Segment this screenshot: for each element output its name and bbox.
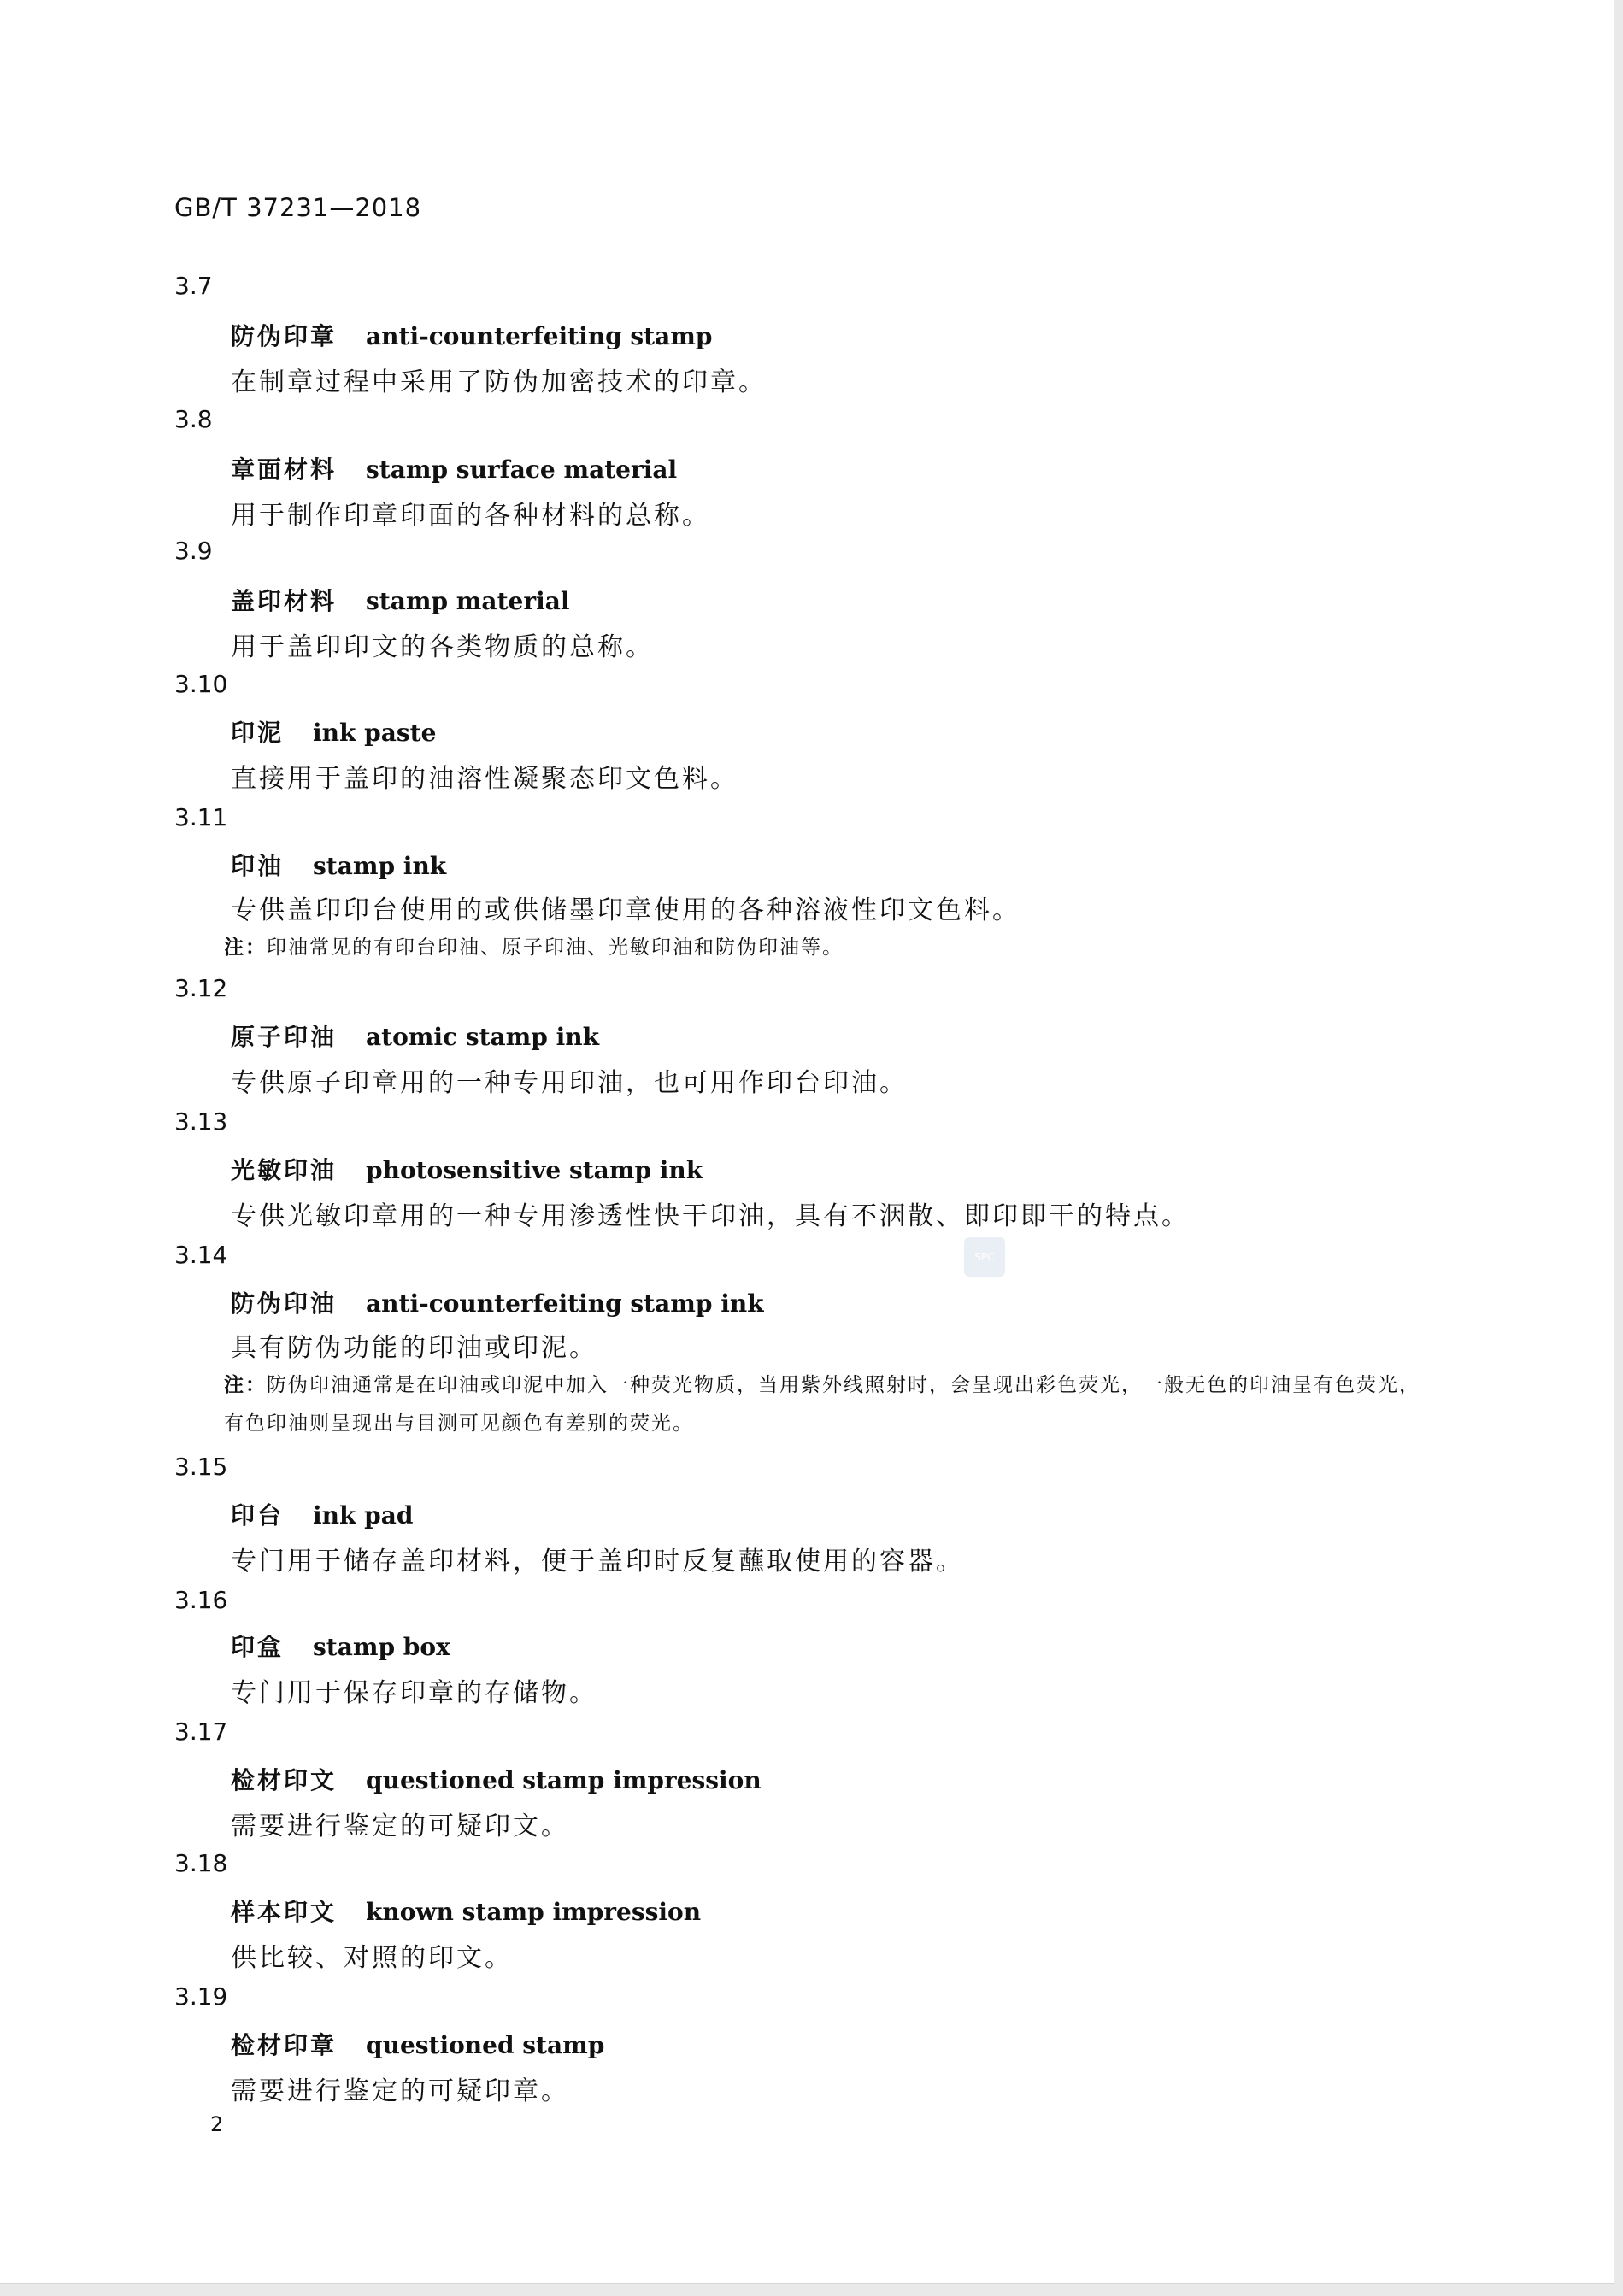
- note-label: 注：: [224, 1373, 267, 1396]
- term-heading: [231, 2027, 604, 2061]
- standard-number-header: GB/T 37231—2018: [174, 193, 422, 222]
- term-english: ink paste: [313, 719, 437, 747]
- term-definition: 用于盖印印文的各类物质的总称。: [231, 632, 654, 662]
- term-heading: [231, 451, 677, 485]
- term-heading: [231, 583, 570, 617]
- term-definition: 供比较、对照的印文。: [231, 1943, 513, 1973]
- entry-number: 3.7: [174, 272, 213, 300]
- entry-number: 3.18: [174, 1849, 228, 1877]
- term-heading: [231, 714, 436, 749]
- term-chinese: 印台: [231, 1501, 285, 1530]
- term-heading: [231, 1629, 450, 1663]
- entry-number: 3.19: [174, 1982, 228, 2011]
- term-english: anti-counterfeiting stamp: [366, 322, 713, 350]
- term-chinese: 检材印章: [231, 2031, 338, 2059]
- term-heading: [231, 1019, 599, 1053]
- term-chinese: 章面材料: [231, 455, 338, 484]
- term-note: [224, 928, 1438, 967]
- term-heading: [231, 1497, 413, 1531]
- term-english: photosensitive stamp ink: [366, 1156, 703, 1184]
- term-heading: [231, 1894, 701, 1928]
- term-heading: [231, 1762, 762, 1796]
- term-english: anti-counterfeiting stamp ink: [366, 1289, 764, 1318]
- note-text: 印油常见的有印台印油、原子印油、光敏印油和防伪印油等。: [267, 937, 844, 959]
- term-chinese: 印泥: [231, 719, 285, 747]
- term-chinese: 光敏印油: [231, 1156, 338, 1184]
- term-definition: 专门用于保存印章的存储物。: [231, 1678, 597, 1708]
- entry-number: 3.12: [174, 974, 228, 1002]
- publisher-watermark-logo: SPC: [964, 1237, 1005, 1277]
- term-definition: 具有防伪功能的印油或印泥。: [231, 1333, 597, 1363]
- term-heading: [231, 1285, 764, 1319]
- entry-number: 3.9: [174, 537, 213, 565]
- entry-number: 3.14: [174, 1241, 228, 1269]
- term-chinese: 原子印油: [231, 1023, 338, 1051]
- term-english: stamp material: [366, 587, 570, 615]
- entry-number: 3.16: [174, 1586, 228, 1614]
- term-definition: 需要进行鉴定的可疑印文。: [231, 1812, 569, 1841]
- term-definition: 需要进行鉴定的可疑印章。: [231, 2076, 569, 2106]
- term-heading: [231, 318, 712, 352]
- term-english: ink pad: [313, 1501, 414, 1530]
- term-chinese: 印盒: [231, 1633, 285, 1661]
- term-english: questioned stamp: [366, 2031, 605, 2059]
- term-english: stamp surface material: [366, 455, 678, 484]
- term-english: known stamp impression: [366, 1898, 702, 1926]
- term-chinese: 印油: [231, 852, 285, 880]
- term-note: [224, 1365, 1438, 1443]
- page-number: 2: [210, 2112, 224, 2136]
- term-chinese: 样本印文: [231, 1898, 338, 1926]
- term-definition: 专供盖印印台使用的或供储墨印章使用的各种溶液性印文色料。: [231, 895, 1020, 925]
- note-text: 防伪印油通常是在印油或印泥中加入一种荧光物质，当用紫外线照射时，会呈现出彩色荧光，一般无色的印油呈有色荧光，有色印油则呈现出与目测可见颜色有差别的荧光。: [224, 1374, 1420, 1435]
- term-english: stamp box: [313, 1633, 450, 1661]
- term-english: stamp ink: [313, 852, 447, 880]
- entry-number: 3.8: [174, 405, 213, 433]
- term-chinese: 盖印材料: [231, 587, 338, 615]
- term-definition: 专门用于储存盖印材料，便于盖印时反复蘸取使用的容器。: [231, 1547, 964, 1577]
- term-definition: 直接用于盖印的油溶性凝聚态印文色料。: [231, 764, 738, 794]
- entry-number: 3.11: [174, 803, 228, 831]
- term-definition: 专供光敏印章用的一种专用渗透性快干印油，具有不洇散、即印即干的特点。: [231, 1201, 1190, 1231]
- entry-number: 3.15: [174, 1453, 228, 1481]
- term-definition: 专供原子印章用的一种专用印油，也可用作印台印油。: [231, 1068, 908, 1098]
- term-definition: 在制章过程中采用了防伪加密技术的印章。: [231, 367, 767, 397]
- note-label: 注：: [224, 936, 267, 959]
- term-english: questioned stamp impression: [366, 1766, 762, 1794]
- entry-number: 3.17: [174, 1718, 228, 1746]
- term-chinese: 防伪印油: [231, 1289, 338, 1318]
- entry-number: 3.10: [174, 670, 228, 698]
- term-chinese: 防伪印章: [231, 322, 338, 350]
- term-definition: 用于制作印章印面的各种材料的总称。: [231, 501, 710, 531]
- term-chinese: 检材印文: [231, 1766, 338, 1794]
- term-heading: [231, 848, 446, 882]
- term-heading: [231, 1152, 703, 1186]
- entry-number: 3.13: [174, 1107, 228, 1136]
- term-english: atomic stamp ink: [366, 1023, 600, 1051]
